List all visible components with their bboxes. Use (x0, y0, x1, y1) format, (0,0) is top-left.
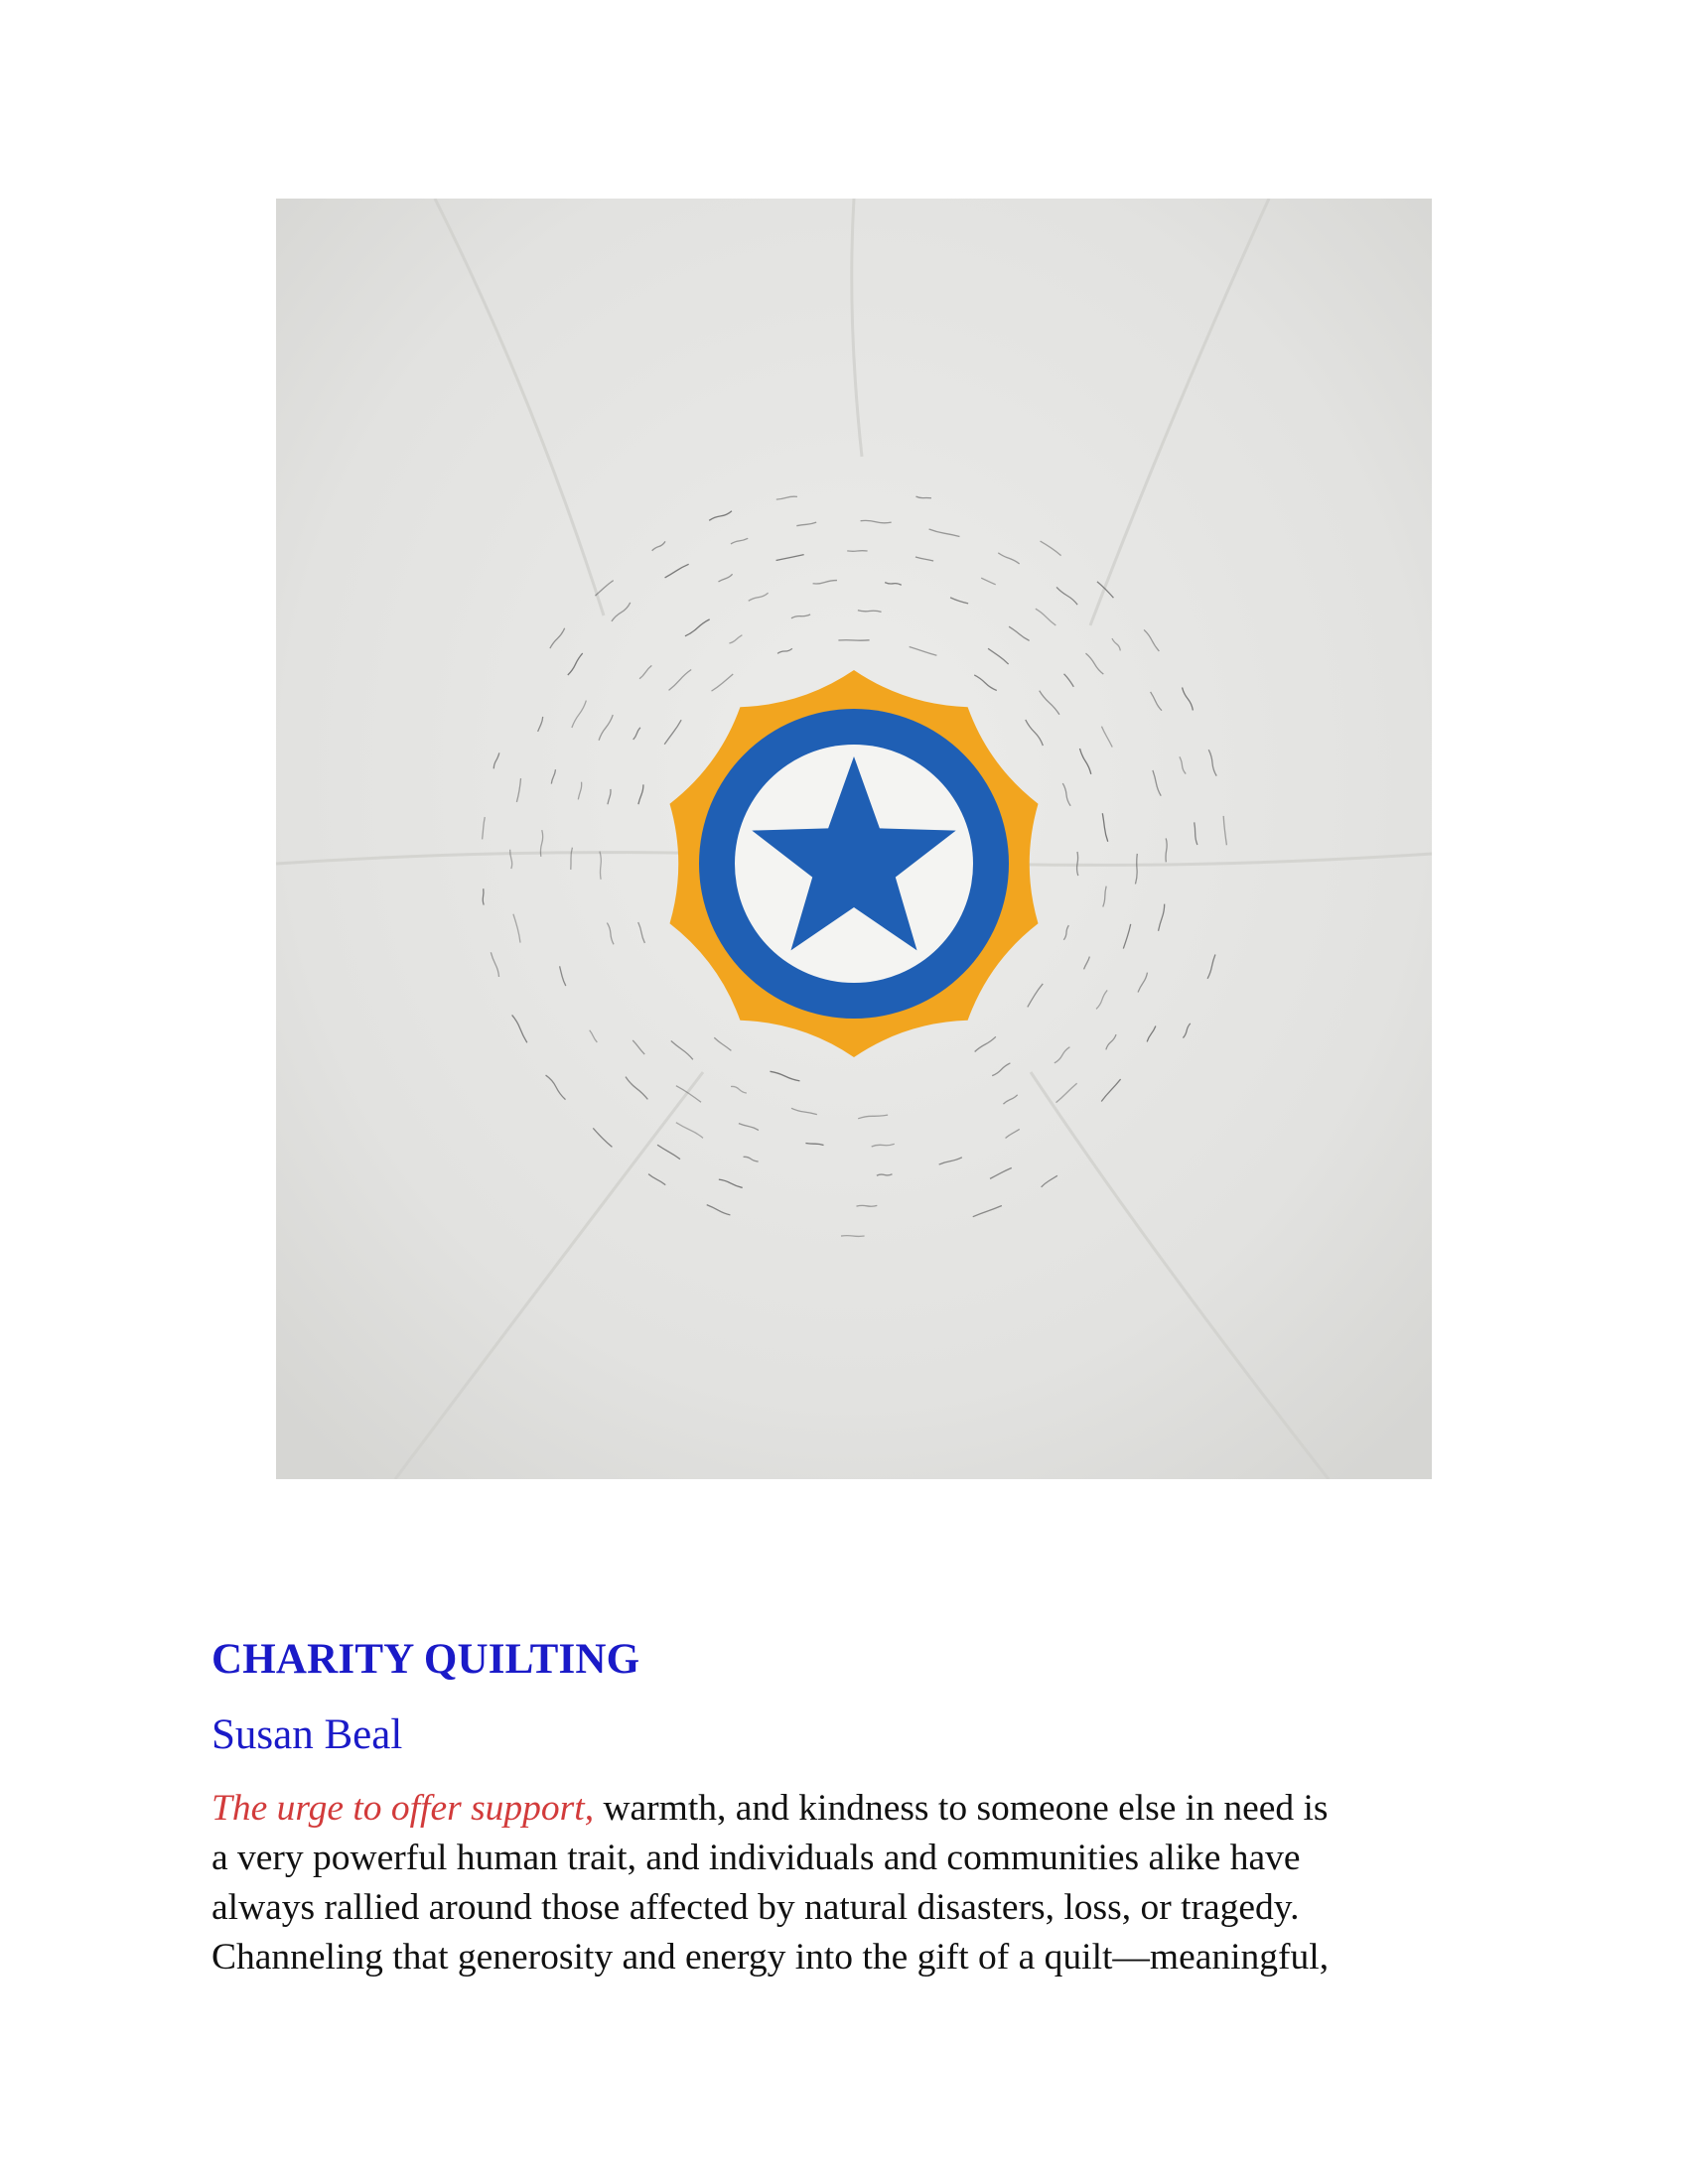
paragraph-line-2: a very powerful human trait, and individuals and communities alike have (211, 1838, 1301, 1878)
line-1-text: warmth, and kindness to someone else in need is (594, 1788, 1329, 1829)
chapter-title: CHARITY QUILTING (211, 1636, 640, 1683)
quilt-illustration (276, 199, 1432, 1479)
quilt-photo (276, 199, 1432, 1479)
paragraph-line-1 (211, 1784, 1492, 1834)
body-paragraph (211, 1784, 1492, 1982)
paragraph-line-4: Channeling that generosity and energy into the gift of a quilt—meaningful, (211, 1937, 1330, 1978)
paragraph-line-3: always rallied around those affected by natural disasters, loss, or tragedy. (211, 1887, 1300, 1928)
author-name: Susan Beal (211, 1711, 403, 1758)
signature-scribble (847, 551, 867, 552)
lead-in-phrase: The urge to offer support, (211, 1788, 595, 1829)
